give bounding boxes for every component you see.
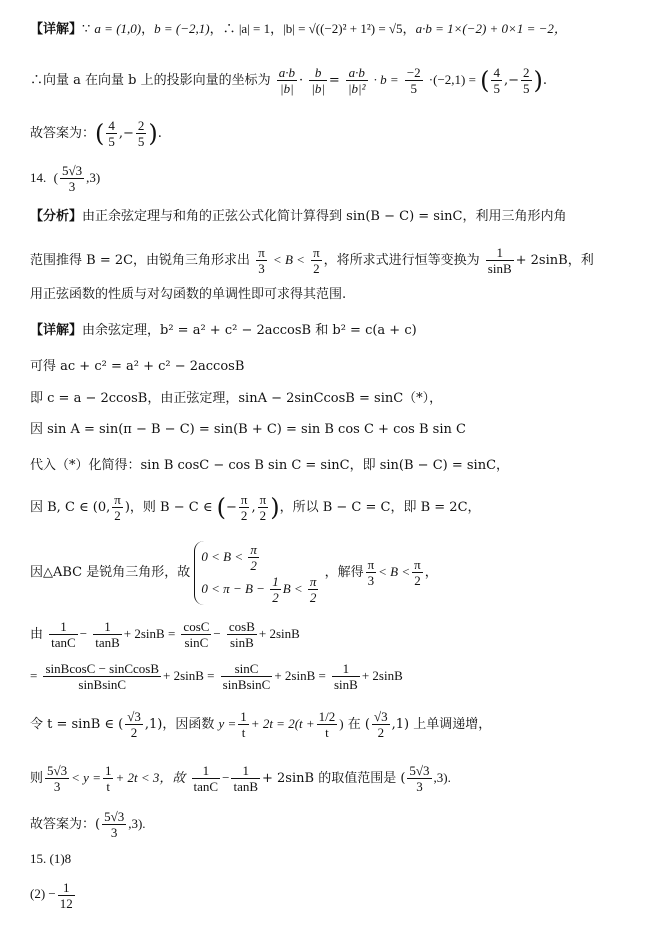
fraction: $\frac{\pi}{2}$ bbox=[240, 492, 248, 523]
fraction: $\frac{4}{5}$ bbox=[493, 65, 500, 96]
analysis-line-2: 范围推得 B = 2C，由锐角三角形求出 $\frac{\pi}{3}$ < B < $\frac{\pi}{2}$ ，将所求式进行恒等变换为 $\frac{1}{\sin B}$ + 2sinB，利 bbox=[30, 245, 594, 276]
vector-b-value: b = (−2,1) bbox=[154, 21, 210, 36]
fraction: $\frac{a\cdot b}{|b|}$ bbox=[278, 65, 295, 96]
fraction: $\frac{\cos B}{\sin B}$ bbox=[228, 619, 255, 650]
fraction: $\frac{\pi}{2}$ bbox=[414, 557, 421, 588]
detail-line-1: 【详解】∵ a = (1,0)，b = (−2,1)，∴ |a| = 1，|b| = √((−2)² + 1²) = √5，a·b = 1×(−2) + 0×1 = −2， bbox=[30, 21, 567, 37]
analysis-line-3: 用正弦函数的性质与对勾函数的单调性即可求得其范围. bbox=[30, 287, 347, 302]
detail-line-18: 则 $\frac{5√3}{3}$ < y = $\frac{1}{t}$ + 2t < 3，故 $\frac{1}{\tan C}$ − $\frac{1}{\tan B}$ + 2sinB 的取值范围是 ( $\frac{5√3}{3}$ ,3). bbox=[30, 763, 451, 794]
fraction: $\frac{\pi}{2}$ bbox=[313, 245, 320, 276]
projection-line: ∴向量 a 在向量 b 上的投影向量的坐标为 $\frac{a\cdot b}{|b|}$ · $\frac{b}{|b|}$ = $\frac{a\cdot b}{\text{|b|²}}$ · b = $\frac{-2}{5}$ ·(−2,1) = ( $\frac{4}{5}$ ,− $\frac{2}{5}$ ). bbox=[30, 65, 548, 96]
dot-product-text: a·b = 1×(−2) + 0×1 = −2， bbox=[415, 21, 567, 36]
detail-line-15: 由 $\frac{1}{\tan C}$ − $\frac{1}{\tan B}$ + 2sinB = $\frac{\cos C}{\sin C}$ − $\frac{\cos B}{\sin B}$ + 2sinB bbox=[30, 619, 300, 650]
fraction: $\frac{1}{\tan B}$ bbox=[233, 763, 259, 794]
fraction: $\frac{\cos C}{\sin C}$ bbox=[183, 619, 210, 650]
fraction: $\frac{a\cdot b}{\text{|b|²}}$ bbox=[347, 65, 366, 96]
projection-text: ∴向量 a 在向量 b 上的投影向量的坐标为 bbox=[30, 73, 271, 88]
fraction: $\frac{1}{\tan C}$ bbox=[51, 619, 76, 650]
fraction: $\frac{-2}{5}$ bbox=[406, 65, 421, 96]
fraction: $\frac{2}{5}$ bbox=[137, 118, 145, 149]
fraction: $\frac{1}{12}$ bbox=[59, 879, 73, 911]
detail-line-16: = $\frac{\text{sinBcosC − sinCcosB}}{\text{sinBsinC}}$ + 2sinB = $\frac{\sin C}{\text{sinBsinC}}$ + 2sinB = $\frac{1}{\sin B}$ + 2sinB bbox=[30, 661, 403, 692]
detail-line-10: 即 c = a − 2ccosB，由正弦定理，sinA − 2sinCcosB = sinC（*）， bbox=[30, 391, 443, 406]
because-symbol: ∵ bbox=[82, 22, 95, 37]
fraction: $\frac{1}{t}$ bbox=[104, 763, 112, 794]
detail-line-17: 令 t = sinB ∈ ( $\frac{√3}{2}$ ,1)，因函数 y = $\frac{1}{t}$ + 2t = 2(t + $\frac{1/2}{t}$ ) 在 ( $\frac{√3}{2}$ ,1) 上单调递增， bbox=[30, 709, 492, 740]
fraction: $\frac{\pi}{2}$ bbox=[259, 492, 267, 523]
fraction: $\frac{\sin C}{\text{sinBsinC}}$ bbox=[222, 661, 271, 692]
detail-line-9: 可得 ac + c² = a² + c² − 2accosB bbox=[30, 359, 245, 374]
detail-line-14: 因△ABC 是锐角三角形，故 0 < B < $\frac{\pi}{2}$ 0 < π − B − $\frac{1}{2}$ B < $\frac{\pi}{2}$ ，解得 $\frac{\pi}{3}$ < B < $\frac{\pi}{2}$ ， bbox=[30, 542, 438, 606]
fraction: $\frac{1}{\tan B}$ bbox=[95, 619, 120, 650]
answer-line-14: 故答案为：( $\frac{5√3}{3}$ ,3). bbox=[30, 809, 146, 840]
fraction: $\frac{1/2}{t}$ bbox=[318, 709, 336, 740]
fraction: $\frac{\pi}{3}$ bbox=[367, 557, 375, 588]
answer-label: 故答案为： bbox=[30, 126, 96, 141]
fraction: $\frac{\pi}{2}$ bbox=[114, 492, 121, 523]
detail-line-13: 因 B, C ∈ (0, $\frac{\pi}{2}$ )，则 B − C ∈ (− $\frac{\pi}{2}$ , $\frac{\pi}{2}$ )，所以 B − C = C，即 B = 2C， bbox=[30, 492, 481, 523]
fraction: $\frac{2}{5}$ bbox=[523, 65, 530, 96]
vector-a-value: a = (1,0) bbox=[94, 21, 142, 36]
answer-line-13: 故答案为：( $\frac{4}{5}$ ,− $\frac{2}{5}$ ). bbox=[30, 118, 162, 149]
fraction: $\frac{1}{t}$ bbox=[240, 709, 247, 740]
question-14-answer: 14. ( $\frac{5√3}{3}$ ,3) bbox=[30, 163, 101, 194]
fraction: $\frac{5√3}{3}$ bbox=[104, 809, 125, 840]
analysis-line-1: 【分析】由正余弦定理与和角的正弦公式化简计算得到 sin(B − C) = sinC，利用三角形内角 bbox=[30, 209, 567, 224]
detail-tag-2: 【详解】 bbox=[30, 323, 83, 338]
detail-line-12: 代入（*）化简得：sin B cosC − cos B sin C = sinC，即 sin(B − C) = sinC， bbox=[30, 458, 510, 473]
fraction: $\frac{\text{sinBcosC − sinCcosB}}{\text{sinBsinC}}$ bbox=[45, 661, 159, 692]
detail-line-11: 因 sin A = sin(π − B − C) = sin(B + C) = sin B cos C + cos B sin C bbox=[30, 422, 466, 437]
question-number: 14. bbox=[30, 170, 47, 185]
detail-tag: 【详解】 bbox=[30, 22, 83, 37]
fraction: $\frac{√3}{2}$ bbox=[127, 709, 141, 740]
magnitudes-text: ，∴ |a| = 1，|b| = √((−2)² + 1²) = √5， bbox=[209, 21, 416, 36]
fraction: $\frac{1}{\sin B}$ bbox=[487, 245, 512, 276]
inequality-system: 0 < B < $\frac{\pi}{2}$ 0 < π − B − $\frac{1}{2}$ B < $\frac{\pi}{2}$ bbox=[194, 541, 320, 605]
question-15-part-1: 15. (1)8 bbox=[30, 851, 72, 866]
fraction: $\frac{5√3}{3}$ bbox=[61, 163, 83, 194]
fraction: $\frac{1}{\sin B}$ bbox=[334, 661, 358, 692]
fraction: $\frac{1}{\tan C}$ bbox=[193, 763, 219, 794]
question-15-part-2: (2) − $\frac{1}{12}$ bbox=[30, 879, 73, 911]
detail-line-8: 【详解】由余弦定理，b² = a² + c² − 2accosB 和 b² = c(a + c) bbox=[30, 323, 417, 338]
fraction: $\frac{b}{|b|}$ bbox=[311, 65, 325, 96]
analysis-tag: 【分析】 bbox=[30, 209, 83, 224]
fraction: $\frac{\pi}{3}$ bbox=[258, 245, 265, 276]
fraction: $\frac{5√3}{3}$ bbox=[47, 763, 68, 794]
fraction: $\frac{5√3}{3}$ bbox=[409, 763, 430, 794]
fraction: $\frac{4}{5}$ bbox=[108, 118, 115, 149]
fraction: $\frac{√3}{2}$ bbox=[374, 709, 388, 740]
